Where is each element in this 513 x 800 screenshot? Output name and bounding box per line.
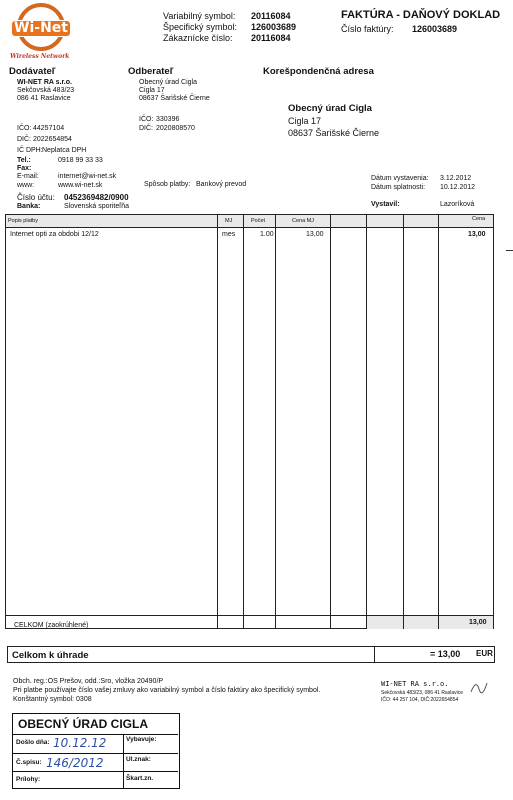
stamp-divider xyxy=(123,734,124,788)
customer-ico-label: IČO: xyxy=(139,116,154,123)
var-sym-value: 20116084 xyxy=(251,11,291,21)
supplier-dic: 2022654854 xyxy=(33,136,72,143)
row-unit: mes xyxy=(222,231,236,238)
stamp-storage-label: Ul.znak: xyxy=(126,756,151,763)
supplier-name: WI-NET RA s.r.o. xyxy=(17,79,72,86)
spec-sym-value: 126003689 xyxy=(251,22,297,32)
payable-currency: EUR xyxy=(476,649,493,658)
correspondence-street: Cigla 17 xyxy=(288,116,322,126)
supplier-icdph-label: IČ DPH: xyxy=(17,147,43,154)
var-sym-label: Variabilný symbol: xyxy=(163,11,236,21)
supplier-email-label: E-mail: xyxy=(17,173,39,180)
footer-registration: Obch. reg.:OS Prešov, odd.:Sro, vložka 20490/P xyxy=(13,678,164,685)
supplier-email[interactable]: internet@wi-net.sk xyxy=(58,173,117,180)
items-table xyxy=(5,214,494,629)
col-header-qty: Počet xyxy=(251,218,266,224)
correspondence-name: Obecný úrad Cigla xyxy=(288,103,372,114)
logo-tagline: Wireless Network xyxy=(10,53,70,60)
invoice-no-label: Číslo faktúry: xyxy=(341,24,394,34)
stamp-file-label: Č.spisu: xyxy=(16,759,42,766)
footer-constant-symbol: Konštantný symbol: 0308 xyxy=(13,696,92,703)
total-label: CELKOM (zaokrúhlené) xyxy=(14,622,89,629)
stamp-attachments-label: Prílohy: xyxy=(16,776,41,783)
company-stamp-address: Sekčovská 483/23, 086 41 Raslavice xyxy=(381,690,463,696)
customer-no-label: Zákaznícke číslo: xyxy=(163,33,233,43)
footer-payment-note: Pri platbe používajte číslo vašej zmluvy ako variabilný symbol a číslo faktúry ako špecifický symbol. xyxy=(13,687,321,694)
stamp-title: OBECNÝ ÚRAD CIGLA xyxy=(18,717,149,731)
fold-mark xyxy=(506,250,513,251)
company-logo xyxy=(6,3,76,63)
stamp-line xyxy=(13,771,178,772)
stamp-received-value: 10.12.12 xyxy=(53,736,107,750)
supplier-ico: 44257104 xyxy=(33,125,65,132)
correspondence-heading: Korešpondenčná adresa xyxy=(263,66,374,77)
col-divider xyxy=(330,214,331,629)
logo-text: Wi-Net xyxy=(14,20,68,36)
issued-date-label: Dátum vystavenia: xyxy=(371,175,429,182)
supplier-dic-label: DIČ: xyxy=(17,136,31,143)
stamp-shred-label: Škart.zn. xyxy=(126,775,154,782)
payment-value: Bankový prevod xyxy=(196,181,247,188)
supplier-heading: Dodávateľ xyxy=(9,66,56,77)
company-stamp-name: WI-NET RA s.r.o. xyxy=(381,680,449,688)
customer-ico: 330396 xyxy=(156,116,180,123)
stamp-file-value: 146/2012 xyxy=(46,756,104,770)
received-stamp xyxy=(12,713,180,789)
col-divider xyxy=(217,214,218,629)
stamp-received-label: Došlo dňa: xyxy=(16,739,50,746)
col-divider xyxy=(438,214,439,629)
supplier-account-label: Číslo účtu: xyxy=(17,193,55,202)
supplier-bank: Slovenská sporiteľňa xyxy=(64,203,130,210)
supplier-bank-label: Banka: xyxy=(17,203,41,210)
row-price: 13,00 xyxy=(468,231,486,238)
supplier-tel-label: Tel.: xyxy=(17,157,31,164)
stamp-handler-label: Vybavuje: xyxy=(126,736,157,743)
payable-label: Celkom k úhrade xyxy=(12,650,89,661)
spec-sym-label: Špecifický symbol: xyxy=(163,22,238,32)
stamp-line xyxy=(13,753,178,754)
customer-street: Cigla 17 xyxy=(139,87,165,94)
supplier-city: 086 41 Raslavice xyxy=(17,95,71,102)
col-header-unit-price: Cena MJ xyxy=(292,218,315,224)
customer-no-value: 20116084 xyxy=(251,33,291,43)
table-row xyxy=(5,231,494,241)
document-title: FAKTÚRA - DAŇOVÝ DOKLAD xyxy=(341,9,501,21)
supplier-street: Sekčovská 483/23 xyxy=(17,87,75,94)
issuer: Lazoríková xyxy=(440,201,475,208)
col-divider xyxy=(403,214,404,629)
total-value: 13,00 xyxy=(469,619,487,626)
supplier-tel: 0918 99 33 33 xyxy=(58,157,103,164)
customer-city: 08637 Šarišské Čierne xyxy=(139,95,210,102)
invoice-no-value: 126003689 xyxy=(412,24,458,34)
col-header-price: Cena xyxy=(472,216,486,222)
signature-mark xyxy=(468,677,490,697)
supplier-fax-label: Fax: xyxy=(17,165,32,172)
supplier-www-label: www: xyxy=(17,182,35,189)
col-divider xyxy=(366,214,367,629)
col-header-desc: Popis platby xyxy=(8,218,38,224)
customer-name: Obecný úrad Cigla xyxy=(139,79,197,86)
col-header-unit: MJ xyxy=(225,218,233,224)
customer-heading: Odberateľ xyxy=(128,66,174,77)
col-divider xyxy=(275,214,276,629)
supplier-ico-label: IČO: xyxy=(17,125,32,132)
row-unit-price: 13,00 xyxy=(306,231,324,238)
customer-dic-label: DIČ: xyxy=(139,125,153,132)
issuer-label: Vystavil: xyxy=(371,201,400,208)
correspondence-city: 08637 Šarišské Čierne xyxy=(288,128,380,138)
issued-date: 3.12.2012 xyxy=(440,175,472,182)
supplier-icdph: Neplatca DPH xyxy=(42,147,87,154)
due-date: 10.12.2012 xyxy=(440,184,476,191)
row-desc: Internet opti za obdobi 12/12 xyxy=(10,231,99,238)
payment-label: Spôsob platby: xyxy=(144,181,191,188)
customer-dic: 2020808570 xyxy=(156,125,195,132)
row-qty: 1.00 xyxy=(260,231,274,238)
supplier-www[interactable]: www.wi-net.sk xyxy=(58,182,103,189)
payable-value: = 13,00 xyxy=(430,649,461,659)
supplier-account: 0452369482/0900 xyxy=(64,193,129,202)
col-divider xyxy=(243,214,244,629)
due-date-label: Dátum splatnosti: xyxy=(371,184,426,191)
company-stamp-ids: IČO: 44 257 104, DIČ:2022654854 xyxy=(381,697,459,703)
